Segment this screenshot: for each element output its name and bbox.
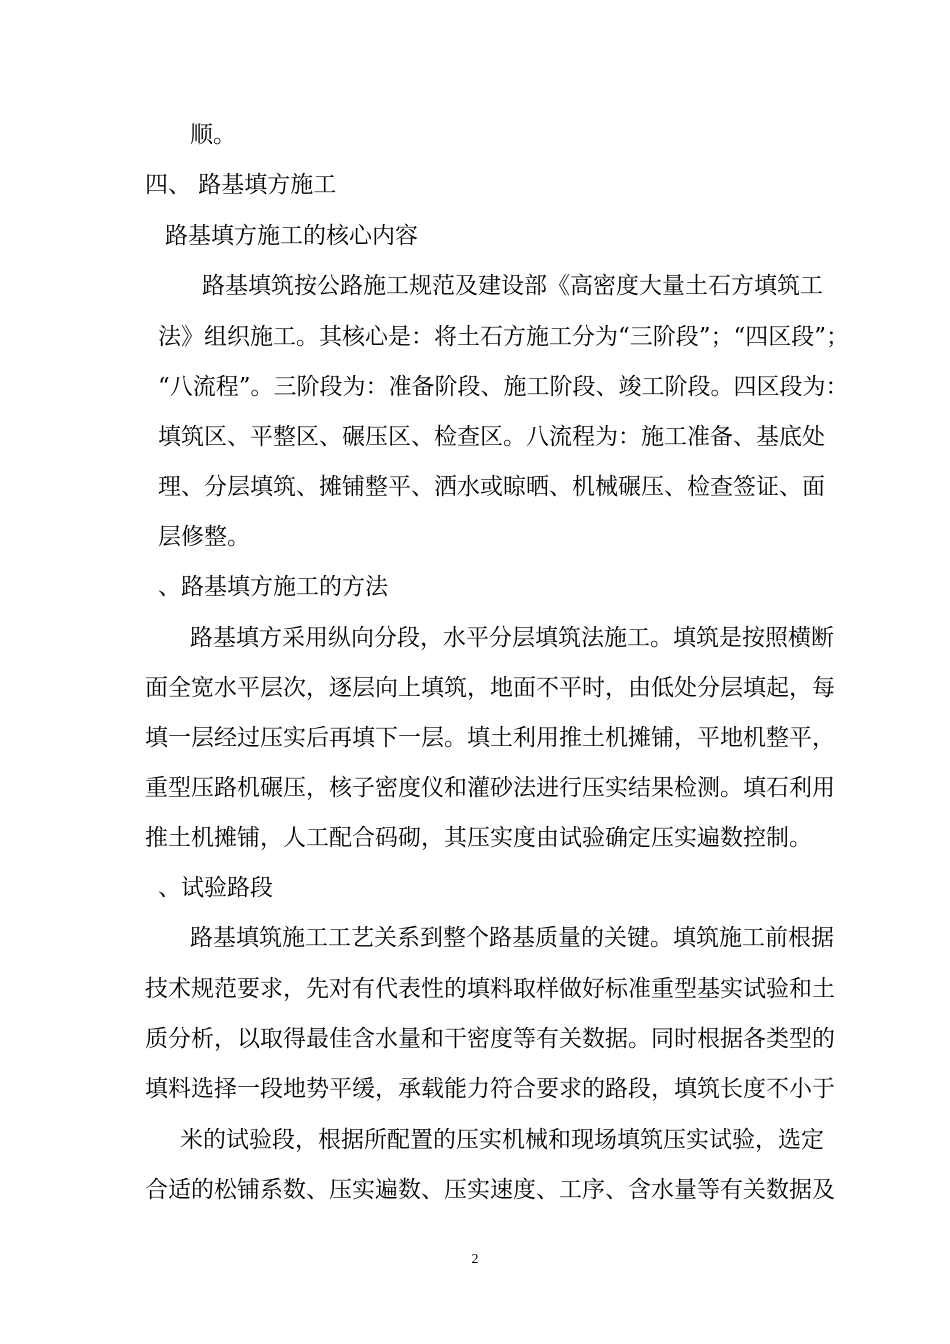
- section-heading-4: 四、 路基填方施工: [145, 172, 337, 198]
- paragraph-method-line-3: 填一层经过压实后再填下一层。填土利用推土机摊铺，平地机整平，: [145, 725, 835, 751]
- paragraph-test-line-4: 填料选择一段地势平缓，承载能力符合要求的路段，填筑长度不小于: [145, 1076, 835, 1102]
- paragraph-test-line-3: 质分析，以取得最佳含水量和干密度等有关数据。同时根据各类型的: [145, 1026, 835, 1052]
- paragraph-test-line-5: 米的试验段，根据所配置的压实机械和现场填筑压实试验，选定: [180, 1127, 824, 1153]
- paragraph-test-line-6: 合适的松铺系数、压实遍数、压实速度、工序、含水量等有关数据及: [145, 1177, 835, 1203]
- paragraph-core-line-6: 层修整。: [158, 524, 250, 550]
- paragraph-method-line-2: 面全宽水平层次，逐层向上填筑，地面不平时，由低处分层填起，每: [145, 675, 835, 701]
- subsection-heading-core-content: 路基填方施工的核心内容: [165, 223, 418, 249]
- paragraph-method-line-4: 重型压路机碾压，核子密度仪和灌砂法进行压实结果检测。填石利用: [145, 775, 835, 801]
- subsection-heading-method: 、路基填方施工的方法: [158, 574, 388, 600]
- paragraph-core-line-3: “八流程”。三阶段为：准备阶段、施工阶段、竣工阶段。四区段为：: [158, 374, 849, 400]
- paragraph-core-line-2: 法》组织施工。其核心是：将土石方施工分为“三阶段”；“四区段”；: [158, 324, 850, 350]
- paragraph-test-line-2: 技术规范要求，先对有代表性的填料取样做好标准重型基实试验和土: [145, 976, 835, 1002]
- paragraph-method-line-1: 路基填方采用纵向分段，水平分层填筑法施工。填筑是按照横断: [190, 625, 834, 651]
- paragraph-core-line-4: 填筑区、平整区、碾压区、检查区。八流程为：施工准备、基底处: [158, 424, 825, 450]
- text-line-continuation: 顺。: [190, 122, 236, 148]
- paragraph-test-line-1: 路基填筑施工工艺关系到整个路基质量的关键。填筑施工前根据: [190, 925, 834, 951]
- subsection-heading-test-section: 、试验路段: [158, 875, 273, 901]
- paragraph-core-line-1: 路基填筑按公路施工规范及建设部《高密度大量土石方填筑工: [202, 273, 823, 299]
- paragraph-core-line-5: 理、分层填筑、摊铺整平、洒水或晾晒、机械碾压、检查签证、面: [158, 474, 825, 500]
- page-number: 2: [471, 1252, 479, 1267]
- paragraph-method-line-5: 推土机摊铺，人工配合码砌，其压实度由试验确定压实遍数控制。: [145, 825, 812, 851]
